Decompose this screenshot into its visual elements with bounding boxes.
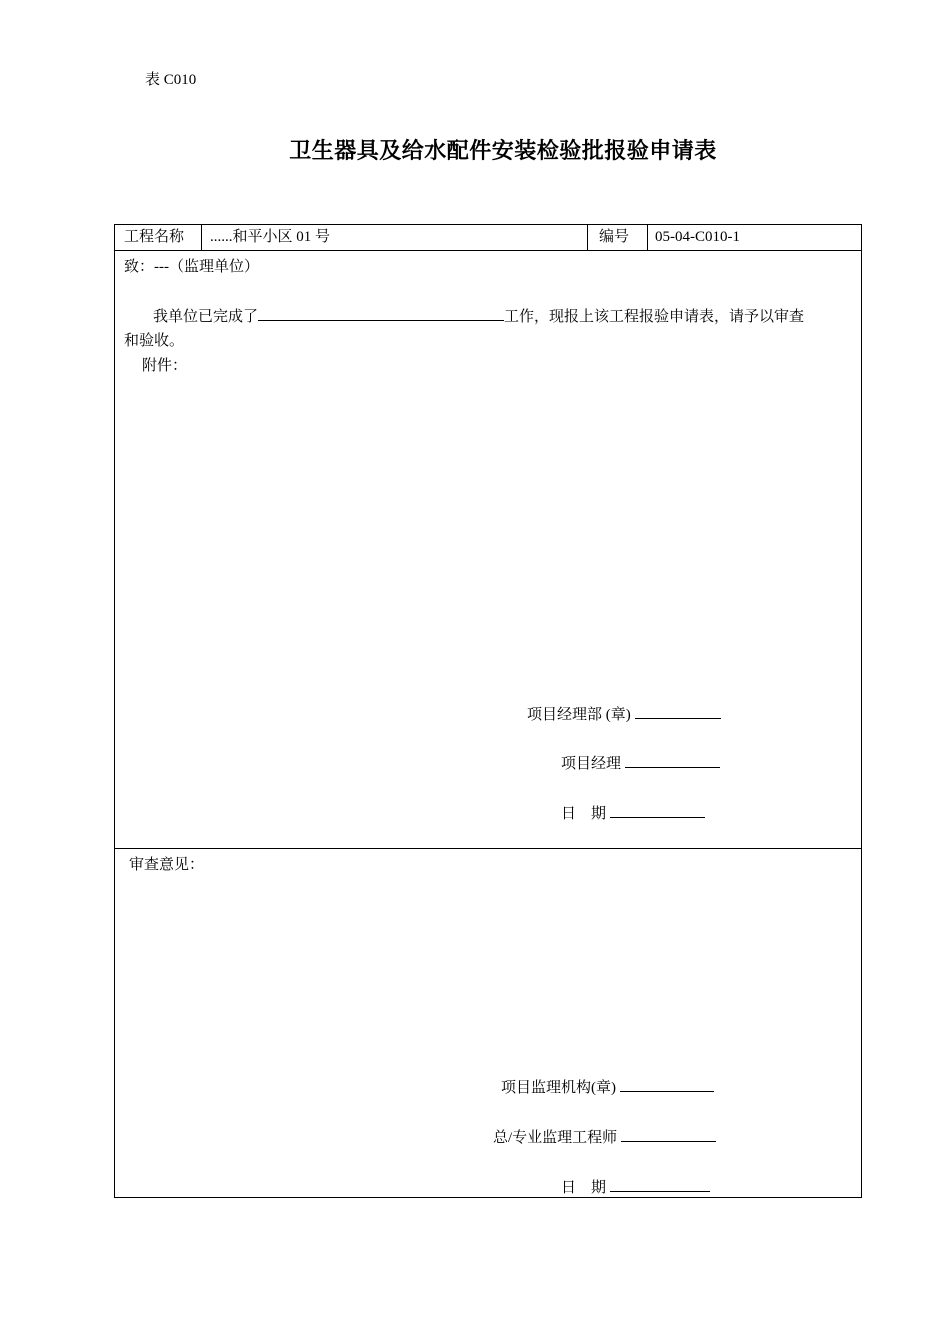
number-label: 编号 — [588, 225, 648, 250]
form-code: 表 C010 — [145, 72, 197, 88]
sign-dept-line — [527, 703, 721, 724]
review-date-line — [561, 1176, 710, 1197]
review-engineer-blank — [621, 1126, 716, 1142]
sign-date-blank — [610, 802, 705, 818]
section-divider — [115, 848, 861, 849]
work-item-blank — [258, 305, 504, 321]
review-date-blank — [610, 1176, 710, 1192]
body-start-text: 我单位已完成了 — [153, 309, 259, 325]
review-label: 审查意见： — [129, 857, 205, 873]
review-org-label: 项目监理机构(章) — [501, 1080, 616, 1096]
sign-date-line — [561, 802, 705, 823]
addressee: 致：---（监理单位） — [124, 259, 259, 275]
application-body-line1 — [153, 305, 804, 326]
application-form — [114, 224, 862, 1198]
sign-manager-line — [561, 752, 720, 773]
review-engineer-label: 总/专业监理工程师 — [493, 1130, 618, 1146]
project-name-value: ......和平小区 01 号 — [202, 225, 588, 250]
body-end-text: 工作，现报上该工程报验申请表，请予以审查 — [504, 309, 805, 325]
review-date-label: 日 期 — [561, 1180, 607, 1196]
review-org-blank — [620, 1076, 714, 1092]
sign-date-label: 日 期 — [561, 806, 607, 822]
project-name-label: 工程名称 — [115, 225, 202, 250]
sign-dept-blank — [635, 703, 721, 719]
page-title: 卫生器具及给水配件安装检验批报验申请表 — [289, 139, 717, 164]
sign-manager-blank — [625, 752, 720, 768]
sign-dept-label: 项目经理部 (章) — [527, 707, 631, 723]
form-header-row — [115, 225, 861, 251]
attachments-label: 附件： — [142, 358, 188, 374]
sign-manager-label: 项目经理 — [561, 756, 622, 772]
review-org-line — [501, 1076, 714, 1097]
number-value: 05-04-C010-1 — [655, 229, 740, 245]
review-engineer-line — [493, 1126, 716, 1147]
application-body-line2: 和验收。 — [124, 333, 185, 349]
